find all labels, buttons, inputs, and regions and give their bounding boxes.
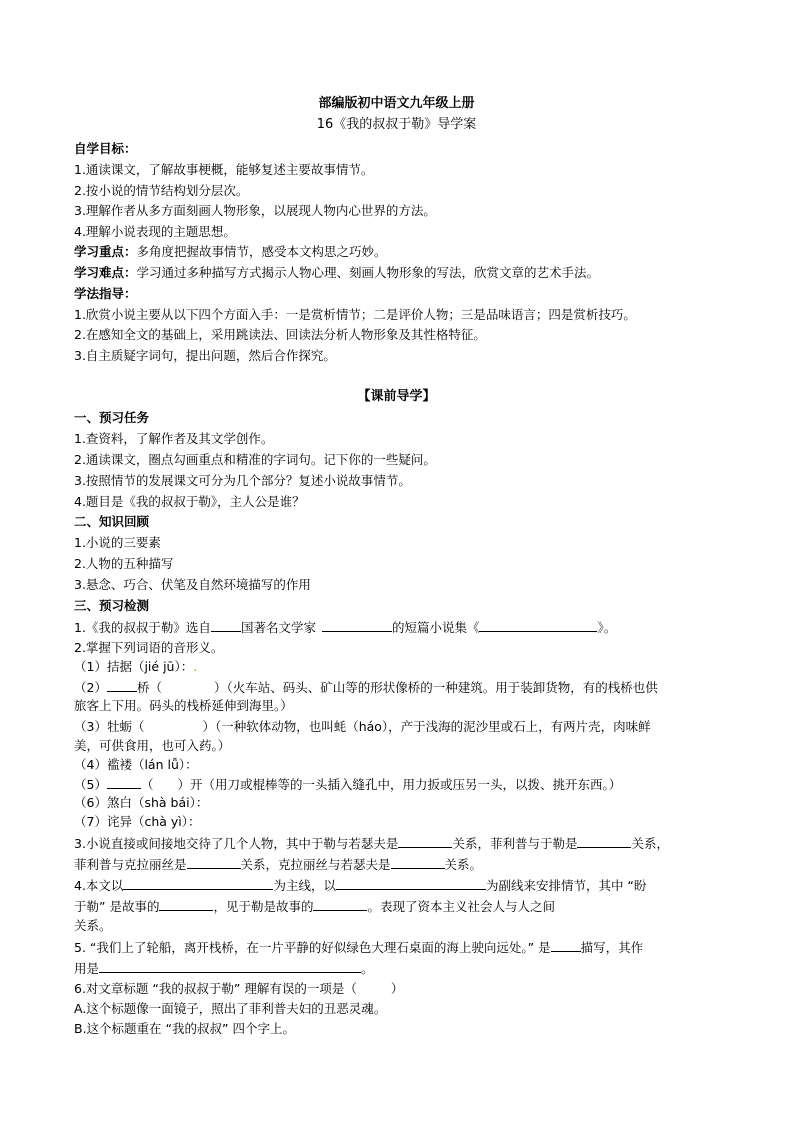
word-text: （ (140, 777, 154, 792)
q4-text: ，见于勒是故事的 (213, 899, 314, 914)
q1-text: 的短篇小说集《 (391, 620, 480, 635)
q3-text: 3.小说直接或间接地交待了几个人物，其中于勒与若瑟夫是 (74, 836, 399, 851)
word-2-cont: 旅客上下用。码头的栈桥延伸到海里。） (74, 698, 293, 713)
difficulty-text: 学习通过多种描写方式揭示人物心理、刻画人物形象的写法，欣赏文章的艺术手法。 (136, 265, 600, 280)
answer-blank[interactable] (211, 618, 241, 632)
difficulty-line (74, 264, 723, 282)
review-heading: 二、知识回顾 (74, 514, 150, 529)
preview-heading: 【课前导学】 (357, 389, 436, 404)
word-6: （6）煞白（shà bái）： (74, 795, 209, 810)
q1-text: 国著名文学家 (240, 620, 316, 635)
answer-blank[interactable] (391, 855, 445, 869)
answer-blank[interactable] (322, 618, 392, 632)
task-item: 3.按照情节的发展课文可分为几个部分？复述小说故事情节。 (74, 473, 411, 488)
q4-text: 为副线来安排情节，其中 “盼 (485, 878, 647, 893)
q6-option-b: B.这个标题重在 “我的叔叔” 四个字上。 (74, 1021, 295, 1036)
q5-text: 。 (361, 961, 374, 976)
answer-blank[interactable] (107, 678, 137, 692)
q4-text: 于勒” 是故事的 (74, 899, 160, 914)
word-text: （2） (74, 680, 107, 695)
method-item: 2.在感知全文的基础上，采用跳读法、回读法分析人物形象及其性格特征。 (74, 327, 486, 342)
task-item: 1.查资料，了解作者及其文学创作。 (74, 431, 274, 446)
question-4-end: 关系。 (74, 918, 112, 933)
goal-item: 3.理解作者从多方面刻画人物形象，以展现人物内心世界的方法。 (74, 203, 436, 218)
word-1 (74, 658, 723, 676)
word-text: （3）牡蛎（ (74, 719, 145, 734)
word-text: （5） (74, 777, 107, 792)
review-item: 3.悬念、巧合、伏笔及自然环境描写的作用 (74, 577, 311, 592)
q6-text: ） (390, 981, 404, 996)
word-text: ）开（用刀或棍棒等的一头插入缝孔中，用力扳或压另一头，以拨、挑开东西。） (177, 777, 622, 792)
method-item: 3.自主质疑字词句，提出问题，然后合作探究。 (74, 348, 336, 363)
question-6 (74, 980, 723, 998)
focus-line (74, 243, 723, 261)
word-mark: . (193, 659, 198, 674)
q3-text: 菲利普与克拉丽丝是 (74, 857, 187, 872)
answer-blank[interactable] (159, 897, 213, 911)
question-3 (74, 834, 723, 853)
q4-text: 为主线，以 (273, 878, 336, 893)
word-3-cont: 美，可供食用，也可入药。） (74, 738, 231, 753)
question-5 (74, 938, 723, 957)
doc-subtitle: 16《我的叔叔于勒》导学案 (316, 117, 477, 132)
word-7: （7）诧异（chà yì）： (74, 814, 201, 829)
focus-label: 学习重点： (74, 244, 137, 259)
q6-option-a: A.这个标题像一面镜子，照出了菲利普夫妇的丑恶灵魂。 (74, 1001, 387, 1016)
difficulty-label: 学习难点： (74, 265, 137, 280)
method-item: 1.欣赏小说主要从以下四个方面入手：一是赏析情节；二是评价人物；三是品味语言；四是赏析技巧。 (74, 307, 636, 322)
q4-text: 4.本文以 (74, 878, 124, 893)
q3-text: 关系， (631, 836, 669, 851)
question-4 (74, 876, 723, 895)
word-3 (74, 718, 723, 736)
method-label: 学法指导： (74, 286, 137, 301)
goals-label: 自学目标： (74, 141, 137, 156)
q5-text: 5. “我们上了轮船，离开栈桥，在一片平静的好似绿色大理石桌面的海上驶向远处。” 是 (74, 940, 551, 955)
question-3-cont (74, 855, 723, 874)
answer-blank[interactable] (336, 876, 486, 890)
goal-item: 4.理解小说表现的主题思想。 (74, 224, 236, 239)
answer-blank[interactable] (398, 834, 452, 848)
goal-item: 1.通读课文，了解故事梗概，能够复述主要故事情节。 (74, 162, 374, 177)
answer-blank[interactable] (107, 775, 141, 789)
task-item: 4.题目是《我的叔叔于勒》，主人公是谁？ (74, 494, 305, 509)
q6-text: 6.对文章标题 “我的叔叔于勒” 理解有误的一项是（ (74, 981, 357, 996)
task-item: 2.通读课文，圈点勾画重点和精准的字词句。记下你的一些疑问。 (74, 452, 436, 467)
word-2 (74, 678, 723, 697)
question-1 (74, 618, 723, 637)
answer-blank[interactable] (123, 876, 273, 890)
q1-text: 》。 (597, 620, 617, 635)
q5-text: 用是 (74, 961, 100, 976)
q1-text: 1.《我的叔叔于勒》选自 (74, 620, 211, 635)
answer-blank[interactable] (551, 938, 581, 952)
check-heading: 三、预习检测 (74, 598, 150, 613)
word-text: ）（一种软体动物，也叫蚝（háo），产于浅海的泥沙里或石上，有两片壳，肉味鲜 (202, 719, 651, 734)
word-5 (74, 775, 723, 794)
review-item: 2.人物的五种描写 (74, 556, 174, 571)
question-4-cont (74, 897, 723, 916)
focus-text: 多角度把握故事情节，感受本文构思之巧妙。 (136, 244, 387, 259)
doc-title: 部编版初中语文九年级上册 (318, 96, 475, 111)
answer-blank[interactable] (479, 618, 597, 632)
q3-text: 关系，菲利普与于勒是 (452, 836, 578, 851)
q5-text: 描写，其作 (580, 940, 644, 955)
answer-blank[interactable] (99, 959, 361, 973)
answer-blank[interactable] (577, 834, 631, 848)
review-item: 1.小说的三要素 (74, 535, 161, 550)
q3-text: 关系，克拉丽丝与若瑟夫是 (240, 857, 391, 872)
q3-text: 关系。 (444, 857, 483, 872)
question-5-cont (74, 959, 723, 978)
word-text: 桥（ (136, 680, 162, 695)
word-4: （4）褴褛（lán lǚ）： (74, 757, 198, 772)
answer-blank[interactable] (313, 897, 367, 911)
word-text: ）（火车站、码头、矿山等的形状像桥的一种建筑。用于装卸货物，有的栈桥也供 (213, 680, 658, 695)
q4-text: 。表现了资本主义社会人与人之间 (367, 899, 555, 914)
task-heading: 一、预习任务 (74, 410, 150, 425)
answer-blank[interactable] (187, 855, 241, 869)
word-text: （1）拮据（jié jū）： (74, 659, 194, 674)
goal-item: 2.按小说的情节结构划分层次。 (74, 183, 249, 198)
question-2: 2.掌握下列词语的音形义。 (74, 640, 224, 655)
